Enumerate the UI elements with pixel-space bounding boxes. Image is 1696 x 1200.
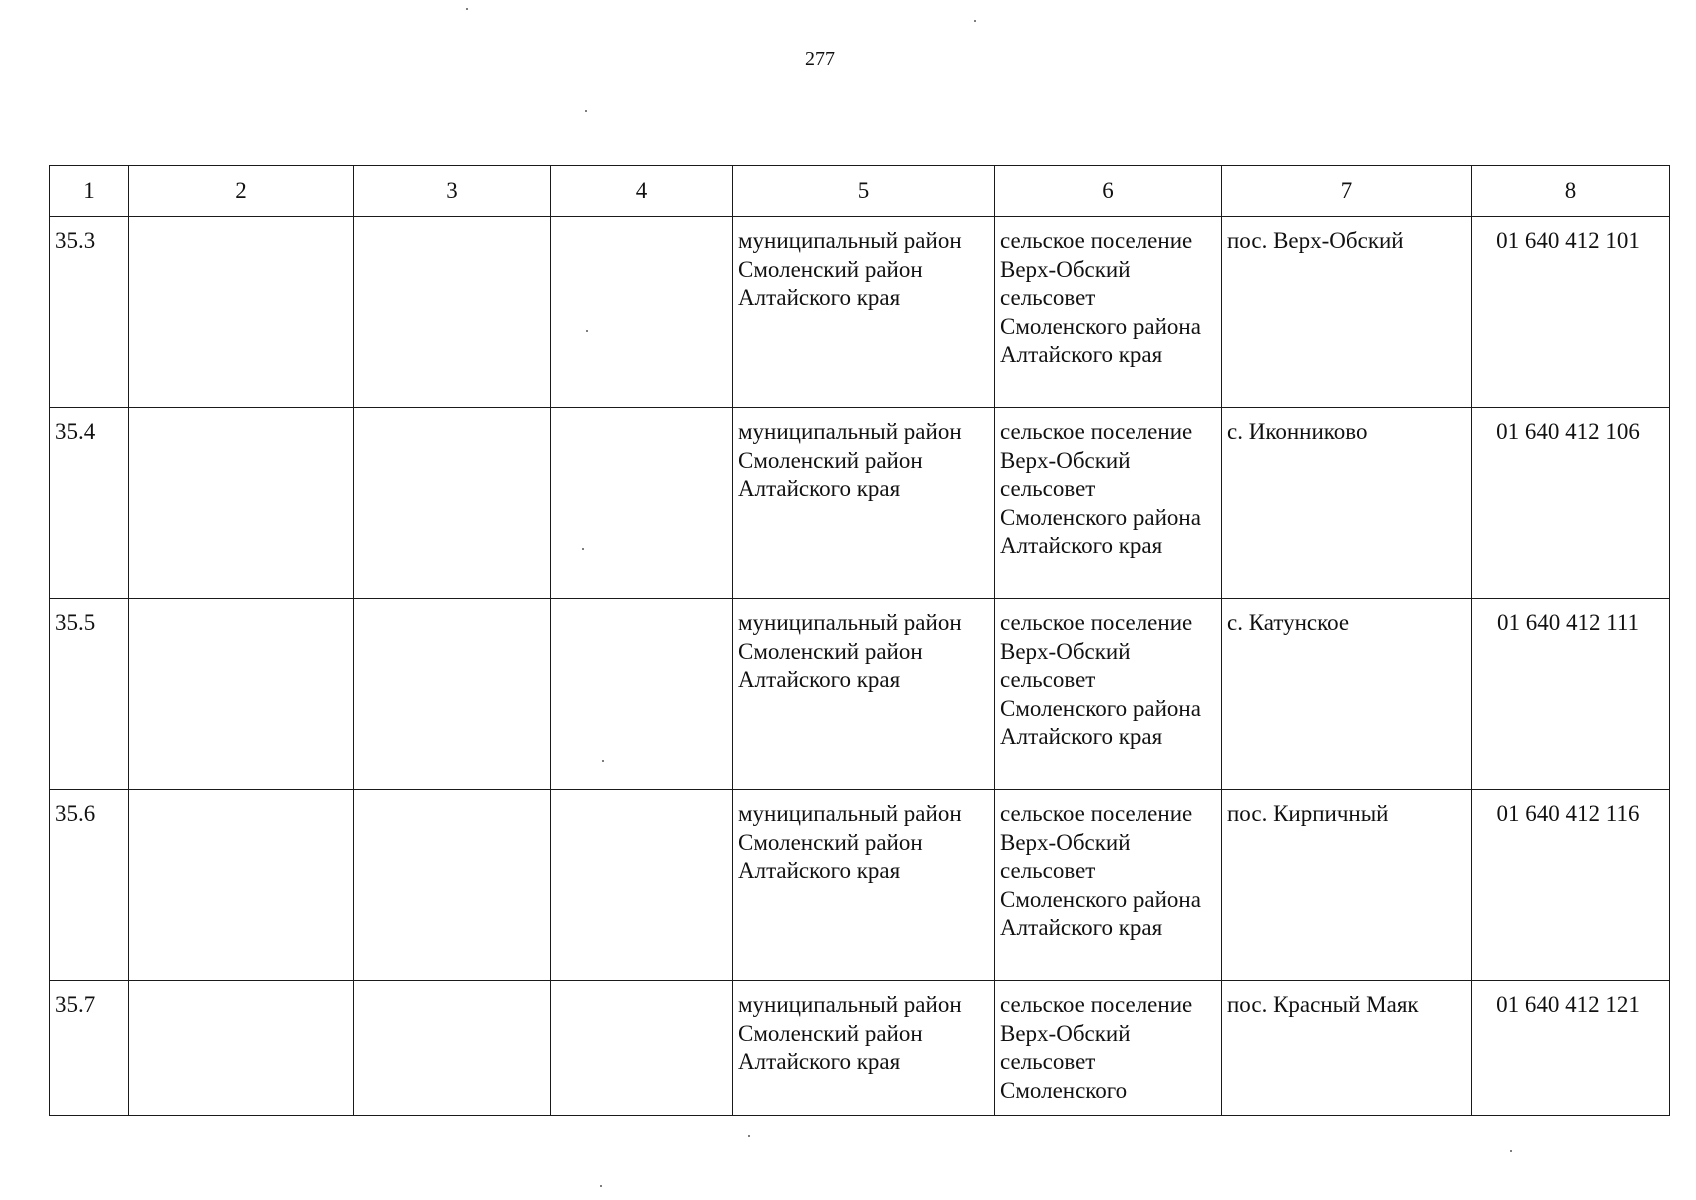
cell-locality: с. Иконниково [1222, 408, 1472, 599]
scan-speck [586, 330, 588, 332]
cell-settlement: сельское поселение Верх-Обский сельсовет Смоленского [995, 981, 1222, 1116]
cell-col3 [354, 790, 551, 981]
scan-speck [974, 20, 976, 22]
cell-col3 [354, 981, 551, 1116]
scan-speck [582, 548, 584, 550]
cell-municipal-district: муниципальный район Смоленский район Алтайского края [733, 217, 995, 408]
cell-settlement: сельское поселение Верх-Обский сельсовет Смоленского района Алтайского края [995, 217, 1222, 408]
cell-col3 [354, 599, 551, 790]
cell-number: 35.4 [50, 408, 129, 599]
cell-code: 01 640 412 101 [1472, 217, 1670, 408]
cell-col2 [129, 408, 354, 599]
cell-code: 01 640 412 121 [1472, 981, 1670, 1116]
cell-municipal-district: муниципальный район Смоленский район Алтайского края [733, 408, 995, 599]
cell-municipal-district: муниципальный район Смоленский район Алтайского края [733, 790, 995, 981]
column-header-8: 8 [1472, 166, 1670, 217]
column-header-3: 3 [354, 166, 551, 217]
cell-col4 [551, 408, 733, 599]
scan-speck [602, 760, 604, 762]
table-row [50, 217, 1670, 408]
table-row [50, 790, 1670, 981]
cell-municipal-district: муниципальный район Смоленский район Алтайского края [733, 981, 995, 1116]
scan-speck [1510, 1150, 1512, 1152]
column-header-1: 1 [50, 166, 129, 217]
cell-locality: пос. Кирпичный [1222, 790, 1472, 981]
cell-col2 [129, 217, 354, 408]
column-header-2: 2 [129, 166, 354, 217]
cell-settlement: сельское поселение Верх-Обский сельсовет Смоленского района Алтайского края [995, 790, 1222, 981]
page-number: 277 [805, 48, 835, 70]
table-row [50, 599, 1670, 790]
cell-locality: с. Катунское [1222, 599, 1472, 790]
column-header-7: 7 [1222, 166, 1472, 217]
cell-col4 [551, 217, 733, 408]
cell-locality: пос. Верх-Обский [1222, 217, 1472, 408]
table-row [50, 981, 1670, 1116]
cell-number: 35.5 [50, 599, 129, 790]
cell-code: 01 640 412 111 [1472, 599, 1670, 790]
cell-col3 [354, 217, 551, 408]
column-header-4: 4 [551, 166, 733, 217]
header-row [50, 166, 1670, 217]
column-header-5: 5 [733, 166, 995, 217]
cell-col3 [354, 408, 551, 599]
cell-col2 [129, 790, 354, 981]
cell-number: 35.6 [50, 790, 129, 981]
table-row [50, 408, 1670, 599]
cell-col2 [129, 599, 354, 790]
scan-speck [748, 1135, 750, 1137]
cell-settlement: сельское поселение Верх-Обский сельсовет Смоленского района Алтайского края [995, 599, 1222, 790]
scan-speck [466, 8, 468, 10]
scan-speck [585, 110, 587, 112]
cell-locality: пос. Красный Маяк [1222, 981, 1472, 1116]
cell-col4 [551, 790, 733, 981]
cell-col4 [551, 599, 733, 790]
cell-municipal-district: муниципальный район Смоленский район Алтайского края [733, 599, 995, 790]
column-header-6: 6 [995, 166, 1222, 217]
cell-code: 01 640 412 116 [1472, 790, 1670, 981]
cell-col2 [129, 981, 354, 1116]
cell-code: 01 640 412 106 [1472, 408, 1670, 599]
cell-number: 35.3 [50, 217, 129, 408]
cell-number: 35.7 [50, 981, 129, 1116]
scan-speck [600, 1185, 602, 1187]
registry-table [49, 165, 1670, 1116]
cell-col4 [551, 981, 733, 1116]
cell-settlement: сельское поселение Верх-Обский сельсовет Смоленского района Алтайского края [995, 408, 1222, 599]
